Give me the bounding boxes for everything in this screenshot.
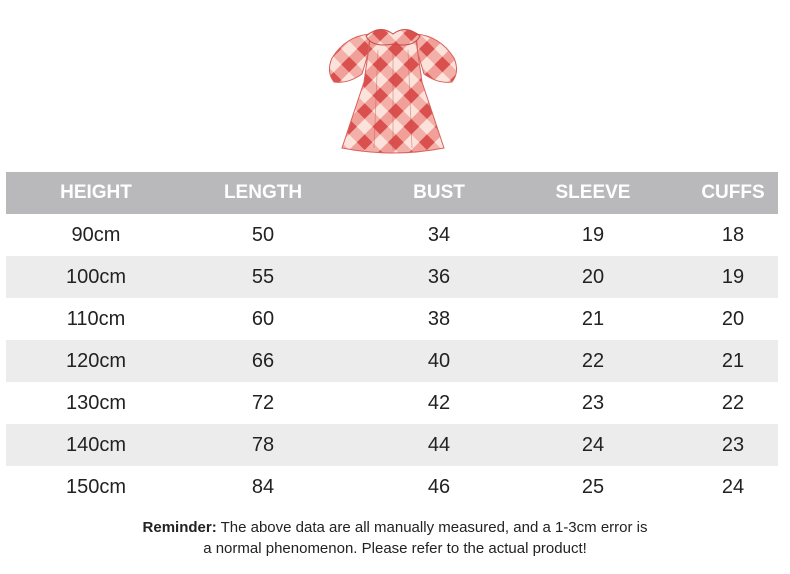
cell-cuffs: 22 <box>721 391 745 414</box>
cell-cuffs: 23 <box>721 433 745 456</box>
cell-cuffs: 20 <box>721 307 745 330</box>
reminder-note <box>0 517 790 559</box>
table-row <box>6 214 778 256</box>
header-length: LENGTH <box>223 182 303 203</box>
table-body <box>6 214 778 508</box>
cell-height: 100cm <box>65 265 127 288</box>
cell-bust: 40 <box>427 349 451 372</box>
cell-height: 140cm <box>65 433 127 456</box>
cell-length: 78 <box>251 433 275 456</box>
reminder-label: Reminder: <box>142 519 217 536</box>
reminder-line-1: The above data are all manually measured, and a 1-3cm error is <box>216 519 648 536</box>
cell-cuffs: 19 <box>721 265 745 288</box>
cell-sleeve: 21 <box>581 307 605 330</box>
cell-bust: 44 <box>427 433 451 456</box>
cell-length: 60 <box>251 307 275 330</box>
cell-length: 66 <box>251 349 275 372</box>
table-row <box>6 298 778 340</box>
header-bust: BUST <box>413 182 465 203</box>
table-row <box>6 256 778 298</box>
cell-height: 120cm <box>65 349 127 372</box>
cell-length: 55 <box>251 265 275 288</box>
cell-bust: 42 <box>427 391 451 414</box>
header-cuffs: CUFFS <box>701 182 765 203</box>
table-row <box>6 382 778 424</box>
cell-bust: 46 <box>427 475 451 498</box>
cell-height: 110cm <box>66 307 126 330</box>
cell-length: 72 <box>251 391 275 414</box>
cell-cuffs: 18 <box>721 223 745 246</box>
cell-height: 130cm <box>65 391 127 414</box>
cell-length: 84 <box>251 475 275 498</box>
cell-bust: 36 <box>427 265 451 288</box>
reminder-line-2: a normal phenomenon. Please refer to the actual product! <box>203 540 587 557</box>
cell-bust: 38 <box>427 307 451 330</box>
dress-right-sleeve <box>416 34 457 82</box>
dress-collar <box>366 29 420 45</box>
header-height: HEIGHT <box>60 182 132 203</box>
cell-sleeve: 24 <box>581 433 605 456</box>
product-dress-image <box>318 10 468 160</box>
table-row <box>6 340 778 382</box>
cell-sleeve: 20 <box>581 265 605 288</box>
cell-cuffs: 24 <box>721 475 745 498</box>
header-sleeve: SLEEVE <box>555 182 631 203</box>
cell-length: 50 <box>251 223 275 246</box>
cell-height: 150cm <box>65 475 127 498</box>
cell-sleeve: 23 <box>581 391 605 414</box>
table-header <box>6 172 778 214</box>
size-chart-table <box>6 172 778 508</box>
cell-cuffs: 21 <box>721 349 745 372</box>
cell-height: 90cm <box>71 223 121 246</box>
table-row <box>6 466 778 508</box>
table-row <box>6 424 778 466</box>
cell-sleeve: 19 <box>581 223 605 246</box>
cell-sleeve: 25 <box>581 475 605 498</box>
cell-sleeve: 22 <box>581 349 605 372</box>
cell-bust: 34 <box>427 223 451 246</box>
dress-left-sleeve <box>329 34 370 82</box>
